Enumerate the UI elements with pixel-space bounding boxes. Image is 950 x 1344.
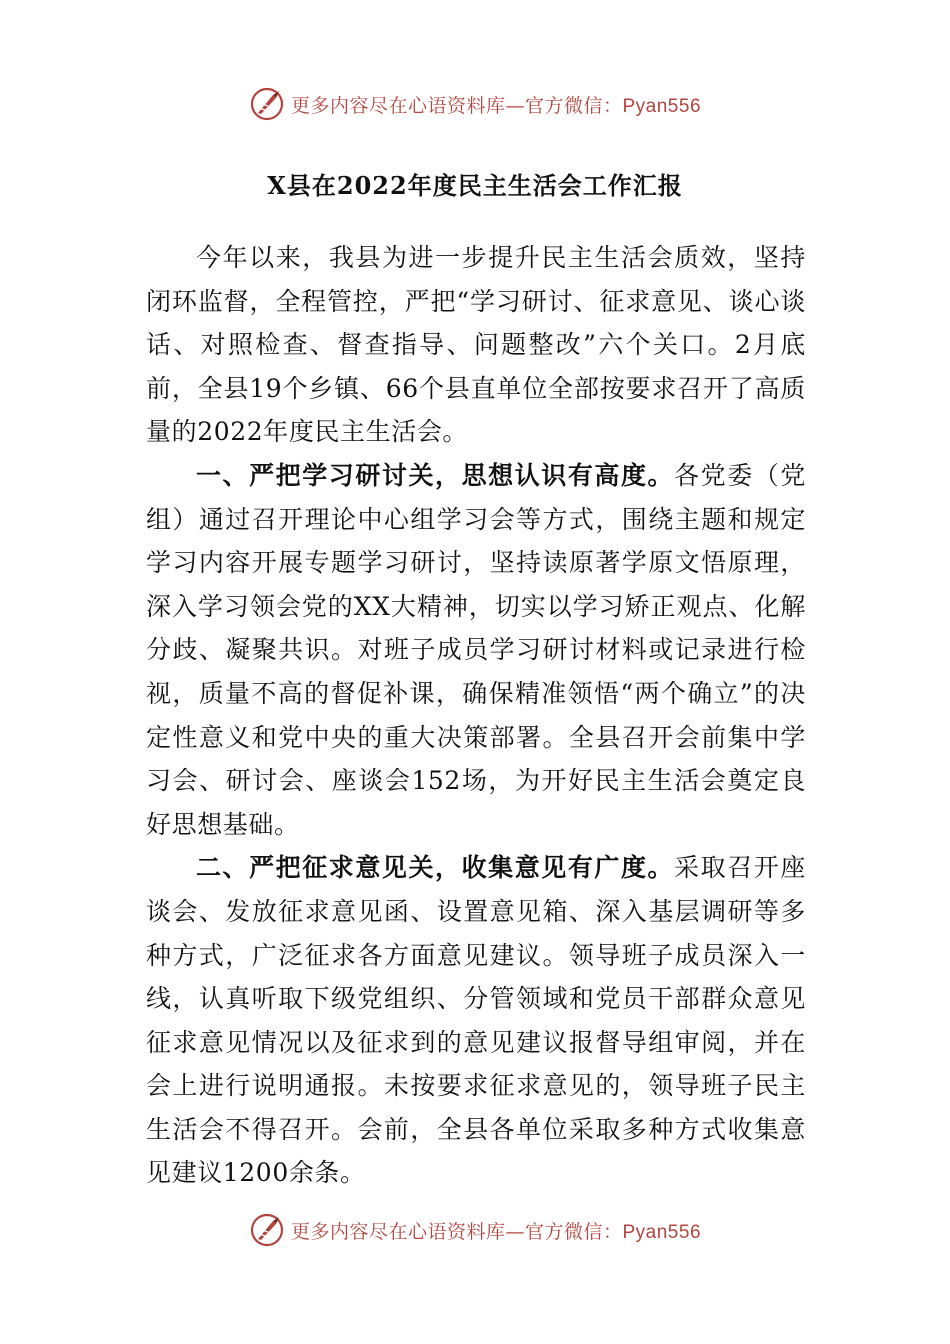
document-title: X县在2022年度民主生活会工作汇报 — [267, 171, 683, 200]
document-body — [146, 236, 806, 1195]
section-heading: 一、严把学习研讨关，思想认识有高度。 — [196, 460, 675, 490]
paragraph-section-2 — [146, 846, 806, 1195]
banner-text — [291, 91, 701, 118]
paragraph-text: 各党委（党组）通过召开理论中心组学习会等方式，围绕主题和规定学习内容开展专题学习研讨，坚持读原著学原文悟原理，深入学习领会党的XX大精神，切实以学习矫正观点、化解分歧、凝聚共识。对班子成员学习研讨材料或记录进行检视，质量不高的督促补课，确保精准领悟“两个确立”的决定性意义和党中央的重大决策部署。全县召开会前集中学习会、研讨会、座谈会152场，为开好民主生活会奠定良好思想基础。 — [146, 460, 806, 839]
banner-promo-text: 更多内容尽在心语资料库—官方微信： — [290, 94, 623, 117]
paragraph-text: 采取召开座谈会、发放征求意见函、设置意见箱、深入基层调研等多种方式，广泛征求各方面意见建议。领导班子成员深入一线，认真听取下级党组织、分管领域和党员干部群众意见征求意见情况以及征求到的意见建议报督导组审阅，并在会上进行说明通报。未按要求征求意见的，领导班子民主生活会不得召开。会前，全县各单位采取多种方式收集意见建议1200余条。 — [146, 853, 806, 1188]
banner-text — [291, 1217, 701, 1244]
quill-pen-logo-icon — [249, 86, 285, 122]
banner-wechat-id: Pyan556 — [622, 95, 702, 117]
banner-wechat-id: Pyan556 — [622, 1221, 702, 1243]
footer-banner[interactable] — [0, 1210, 950, 1250]
paragraph-intro — [146, 236, 806, 454]
section-heading: 二、严把征求意见关，收集意见有广度。 — [196, 853, 675, 883]
paragraph-section-1 — [146, 454, 806, 846]
header-banner[interactable] — [0, 84, 950, 124]
paragraph-text: 今年以来，我县为进一步提升民主生活会质效，坚持闭环监督，全程管控，严把“学习研讨、征求意见、谈心谈话、对照检查、督查指导、问题整改”六个关口。2月底前，全县19个乡镇、66个县直单位全部按要求召开了高质量的2022年度民主生活会。 — [146, 243, 806, 447]
quill-pen-logo-icon — [249, 1212, 285, 1248]
banner-promo-text: 更多内容尽在心语资料库—官方微信： — [290, 1220, 623, 1243]
